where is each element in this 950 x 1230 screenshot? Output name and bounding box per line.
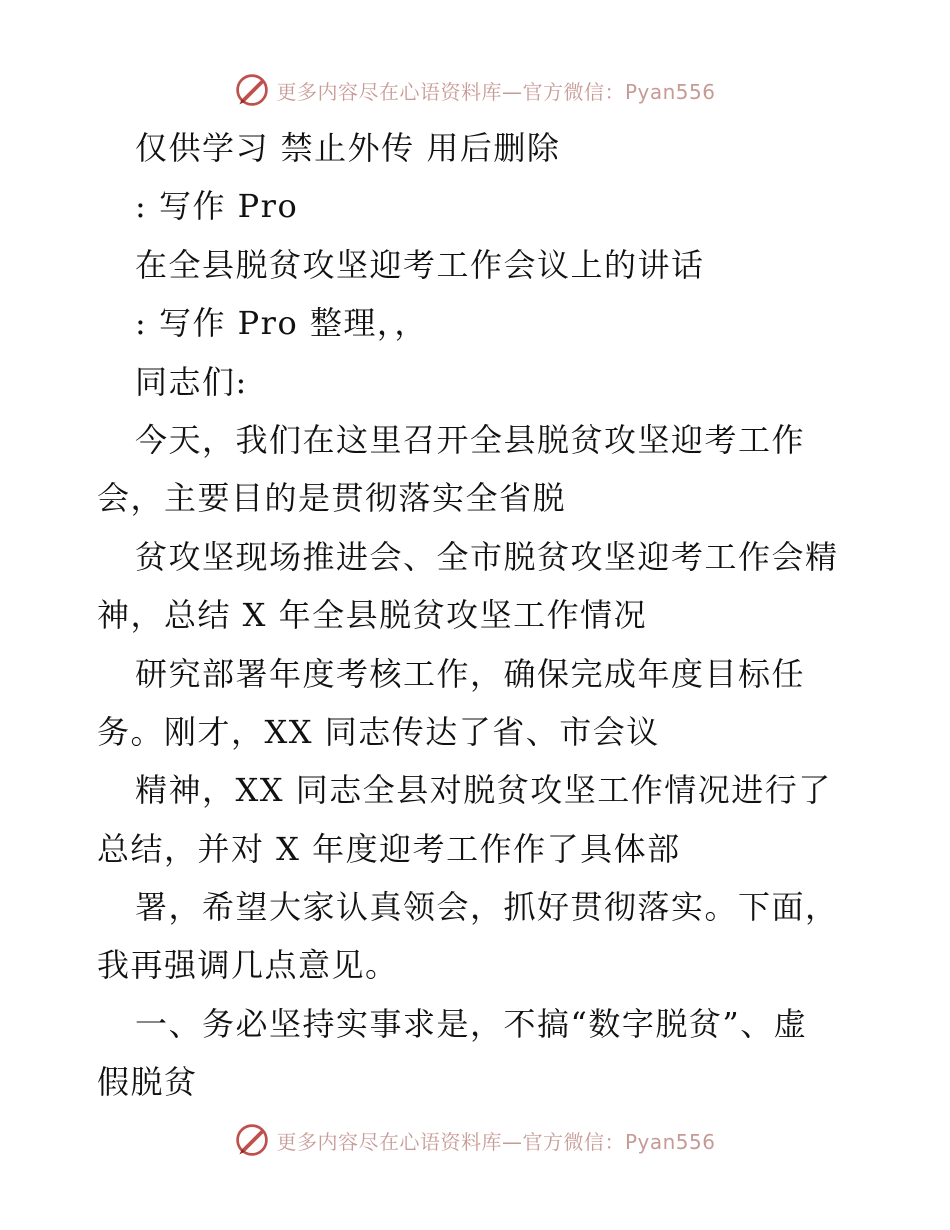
text-line: 我再强调几点意见。 [97, 946, 399, 985]
text-line: 在全县脱贫攻坚迎考工作会议上的讲话 [135, 245, 705, 284]
text-line: 同志们: [135, 362, 248, 401]
pen-logo-icon [234, 72, 270, 108]
header-watermark-text: 更多内容尽在心语资料库—官方微信：Pyan556 [276, 79, 716, 104]
footer-watermark [0, 1118, 950, 1162]
text-line: 会，主要目的是贯彻落实全省脱 [97, 479, 567, 518]
text-line: 假脱贫 [97, 1063, 198, 1102]
text-line: 精神，XX 同志全县对脱贫攻坚工作情况进行了 [135, 771, 832, 810]
text-line: 仅供学习 禁止外传 用后删除 [135, 129, 561, 167]
document-body [97, 119, 857, 1112]
text-line: 一、务必坚持实事求是，不搞“数字脱贫”、虚 [135, 1004, 808, 1043]
footer-watermark-text: 更多内容尽在心语资料库—官方微信：Pyan556 [276, 1129, 716, 1154]
text-line: 今天，我们在这里召开全县脱贫攻坚迎考工作 [135, 420, 806, 459]
text-line: 署，希望大家认真领会，抓好贯彻落实。下面， [135, 888, 839, 927]
pen-logo-icon [234, 1122, 270, 1158]
text-line: : 写作 Pro 整理，， [135, 304, 428, 343]
text-line: 贫攻坚现场推进会、全市脱贫攻坚迎考工作会精 [135, 537, 839, 576]
header-watermark [0, 68, 950, 112]
text-line: : 写作 Pro [135, 187, 299, 226]
text-line: 神，总结 X 年全县脱贫攻坚工作情况 [97, 596, 648, 635]
text-line: 总结，并对 X 年度迎考工作作了具体部 [97, 829, 681, 868]
text-line: 务。刚才，XX 同志传达了省、市会议 [97, 712, 660, 751]
text-line: 研究部署年度考核工作，确保完成年度目标任 [135, 654, 806, 693]
